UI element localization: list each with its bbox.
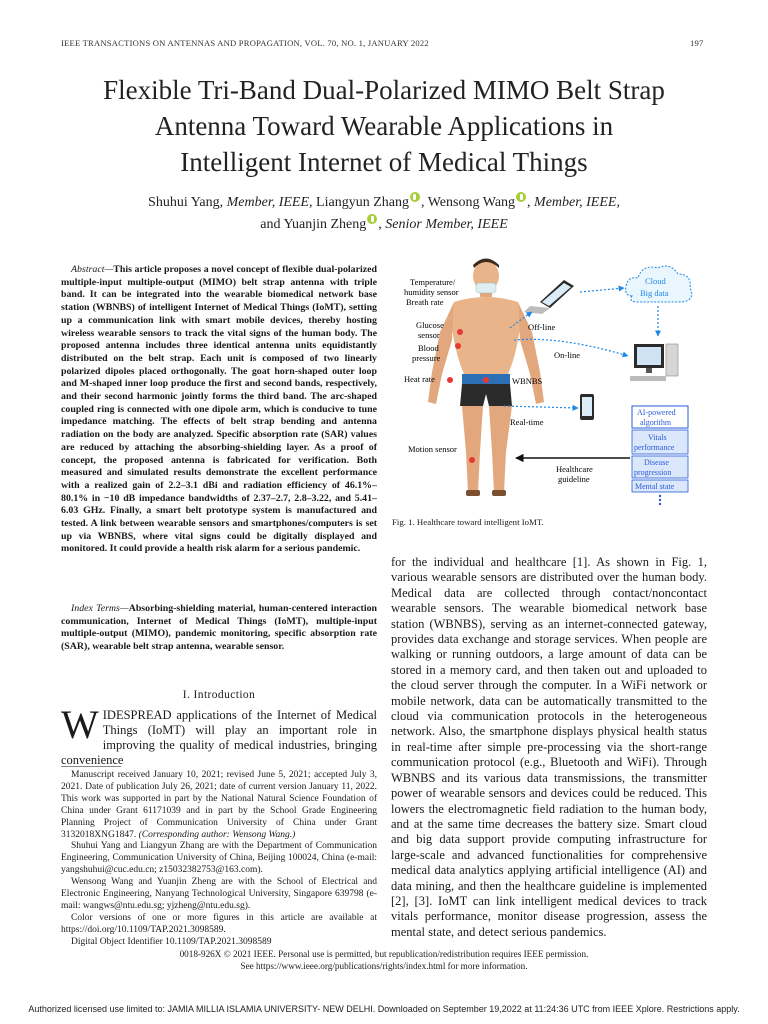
figure-1 [392,256,710,510]
label-blood: pressure [412,353,441,363]
copyright-line: 0018-926X © 2021 IEEE. Personal use is permitted, but republication/redistribution requires IEEE permission. [179,949,589,959]
footnote-text: Manuscript received January 10, 2021; revised June 5, 2021; accepted July 3, 2021. Date of publication July 26, 2021; date of current version January 11, 2022. This work was supported in part by the National Natural Science Foundation of China under Grant 61171039 and in part by the School Grade Engineering Planning Project of Communication University of China under Grant 3132018XNG1847. [61,770,377,840]
copyright-notice [40,948,728,972]
index-terms [61,603,377,654]
drop-cap: W [61,702,99,747]
title-line: Intelligent Internet of Medical Things [180,147,588,177]
section-heading: I. Introduction [182,689,256,701]
footnote-doi: Digital Object Identifier 10.1109/TAP.2021.3098589 [71,936,272,947]
author-role: Member, IEEE, [534,195,620,210]
label-online: On-line [554,350,580,360]
label-glucose: sensor [418,330,440,340]
footnotes [61,766,377,949]
label-blood: Blood [418,343,439,353]
footnote-italic: (Corresponding author: Wensong Wang.) [138,829,296,840]
orcid-icon[interactable] [516,192,526,202]
orcid-icon[interactable] [410,192,420,202]
license-banner: Authorized licensed use limited to: JAMIA MILLIA ISLAMIA UNIVERSITY- NEW DELHI. Downloaded on September 19,2022 at 11:24:36 UTC from IEEE Xplore. Restrictions apply. [28,1004,740,1014]
abstract [61,264,377,556]
index-terms-label: Index Terms— [71,603,129,614]
sensor-dot [447,377,453,383]
orcid-icon[interactable] [367,214,377,224]
label-mental: Mental state [635,482,675,491]
label-ai: algorithm [640,418,672,427]
label-temperature: Temperature/ [410,277,456,287]
label-wbnbs: WBNBS [512,376,543,386]
author-name: Liangyun Zhang [316,195,409,210]
sensor-dot [469,457,475,463]
smartphone-icon [580,394,594,420]
label-vitals: performance [634,443,675,452]
title-line: Antenna Toward Wearable Applications in [154,111,614,141]
body-text-right: for the individual and healthcare [1]. As shown in Fig. 1, various wearable sensors are distributed over the human body. Medical data are collected through contact/noncontact wearable sensors. The wearable biomedical network base station (WBNBS), serving as an internet-connected gateway, provides data exchange and storage services. When people are walking or running outdoors, a large amount of data can be stored in a memory card, and then taken out and uploaded to the cloud server through the computer. In a WiFi network or mobile network, data can be automatically transmitted to the cloud via communication protocols in the heterogeneous network. Also, the smartphone displays physical health status in real-time after simple pre-processing via the short-range communication protocol (e.g., Bluetooth and WiFi). Through WBNBS and its various data transmissions, the transmitter power of wearable sensors and devices could be reduced. This lowers the electromagnetic field radiation to the human body, and at the same time decreases the battery size. Smart cloud and big data support provide computing infrastructure for large-scale and advanced functionalities for comprehensive medical data analytics applying artificial intelligence (AI) and data mining, and then the healthcare guideline is implemented [2], [3]. IoMT can link intelligent medical devices to track vitals performance, monitor disease progression, assess the mental state, and detect serious pandemics. [391,555,707,939]
author-list: Shuhui Yang, Member, IEEE, Liangyun Zhang , Wensong Wang , Member, IEEE, and Yuanjin Zheng , Senior Member, IEEE [60,192,708,236]
label-glucose: Glucose [416,320,444,330]
title-line: Flexible Tri-Band Dual-Polarized MIMO Belt Strap [103,75,665,105]
author-name: Shuhui Yang, [148,195,224,210]
page-number: 197 [690,38,704,48]
author-role: Member, IEEE, [226,195,313,210]
copyright-link[interactable]: See https://www.ieee.org/publications/rights/index.html for more information. [240,961,528,971]
paper-title [40,72,728,180]
label-breath: Breath rate [406,297,444,307]
abstract-text: This article proposes a novel concept of flexible dual-polarized multiple-input multiple-output (MIMO) belt strap antenna with triple band. It can be integrated into the wearable biomedical network base station (WBNBS) of intelligent Internet of Medical Things (IoMT), setting up a communication link with smart mobile devices, thereby hosting wireless wearable sensors to track the vital signs of the human body. The proposed antenna includes three identical antenna units equidistantly distributed on the belt strap. Each unit is composed of two linearly polarized dipoles placed orthogonally. The goat horn-shaped outer loop and M-shaped inner loop produce the first and second bands, respectively, and their second harmonic jointly forms the third band. The arc-shaped coupled ring is connected with one dipole arm, which is conducive to tune impedance matching. The effects of belt strap bending and antenna radiation on the body are analyzed. Specific absorption rate (SAR) values are reduced by attaching the absorbing-shielding layer. As a proof of concept, the proposed antenna is fabricated for verification. Both measured and simulated results demonstrate the excellent performance with a realized gain of 2.2–3.1 dBi and radiation efficiency of 46.1%–80.1% in −10 dB impedance bandwidths of 2.37–2.7, 2.8–3.22, and 5.41–6.03 GHz. Finally, a smart belt prototype system is manufactured and tested. A link between wearable sensors and smartphones/computers is set up via WBNBS, where vital signs could be digitally displayed and monitored. It could provide a health risk alarm for a serious pandemic. [61,264,377,555]
label-offline: Off-line [528,322,556,332]
label-guideline: Healthcare [556,464,593,474]
computer-icon [630,344,678,381]
sensor-dot [457,329,463,335]
label-bigdata: Big data [640,288,669,298]
label-cloud: Cloud [645,276,666,286]
author-name: Wensong Wang [427,195,516,210]
footnote-text: Wensong Wang and Yuanjin Zheng are with the School of Electrical and Electronic Engineering, Nanyang Technological University, Singapore 639798 (e-mail: wangws@ntu.edu.sg; yjzheng@ntu.edu.sg). [61,877,377,911]
sensor-dot [483,377,489,383]
label-disease: Disease [644,458,669,467]
sensor-dot [455,343,461,349]
label-realtime: Real-time [510,417,544,427]
laptop-icon [524,280,574,314]
author-conjunction: and [260,217,281,232]
label-heart: Heat rate [404,374,435,384]
footnote-text: Color versions of one or more figures in this article are available at https://doi.org/10.1109/TAP.2021.3098589. [61,912,377,935]
intro-paragraph [61,702,377,768]
label-humidity: humidity sensor [404,287,459,297]
figure-caption: Fig. 1. Healthcare toward intelligent IoMT. [392,517,544,527]
intro-text: IDESPREAD applications of the Internet of Medical Things (IoMT) will play an important role in improving the quality of medical industries, bringing convenience [61,708,377,767]
label-disease: progression [634,468,672,477]
author-role: Senior Member, IEEE [385,217,508,232]
author-name: Yuanjin Zheng [283,217,367,232]
abstract-label: Abstract— [71,264,114,275]
label-vitals: Vitals [648,433,667,442]
label-motion: Motion sensor [408,444,457,454]
ai-panel [632,406,688,505]
label-ai: AI-powered [637,408,676,417]
label-guideline: guideline [558,474,590,484]
index-terms-text: Absorbing-shielding material, human-centered interaction communication, Internet of Medical Things (IoMT), multiple-input multiple-output (MIMO), pandemic monitoring, specific absorption rate (SAR), wearable belt strap antenna, wearable sensor. [61,603,377,653]
footnote-text: Shuhui Yang and Liangyun Zhang are with the Department of Communication Engineering, Communication University of China, Beijing 100024, China (e-mail: yangshuhui@cuc.edu.cn; z15032382753@163.com). [61,841,377,876]
running-header: IEEE TRANSACTIONS ON ANTENNAS AND PROPAGATION, VOL. 70, NO. 1, JANUARY 2022 [61,38,429,48]
